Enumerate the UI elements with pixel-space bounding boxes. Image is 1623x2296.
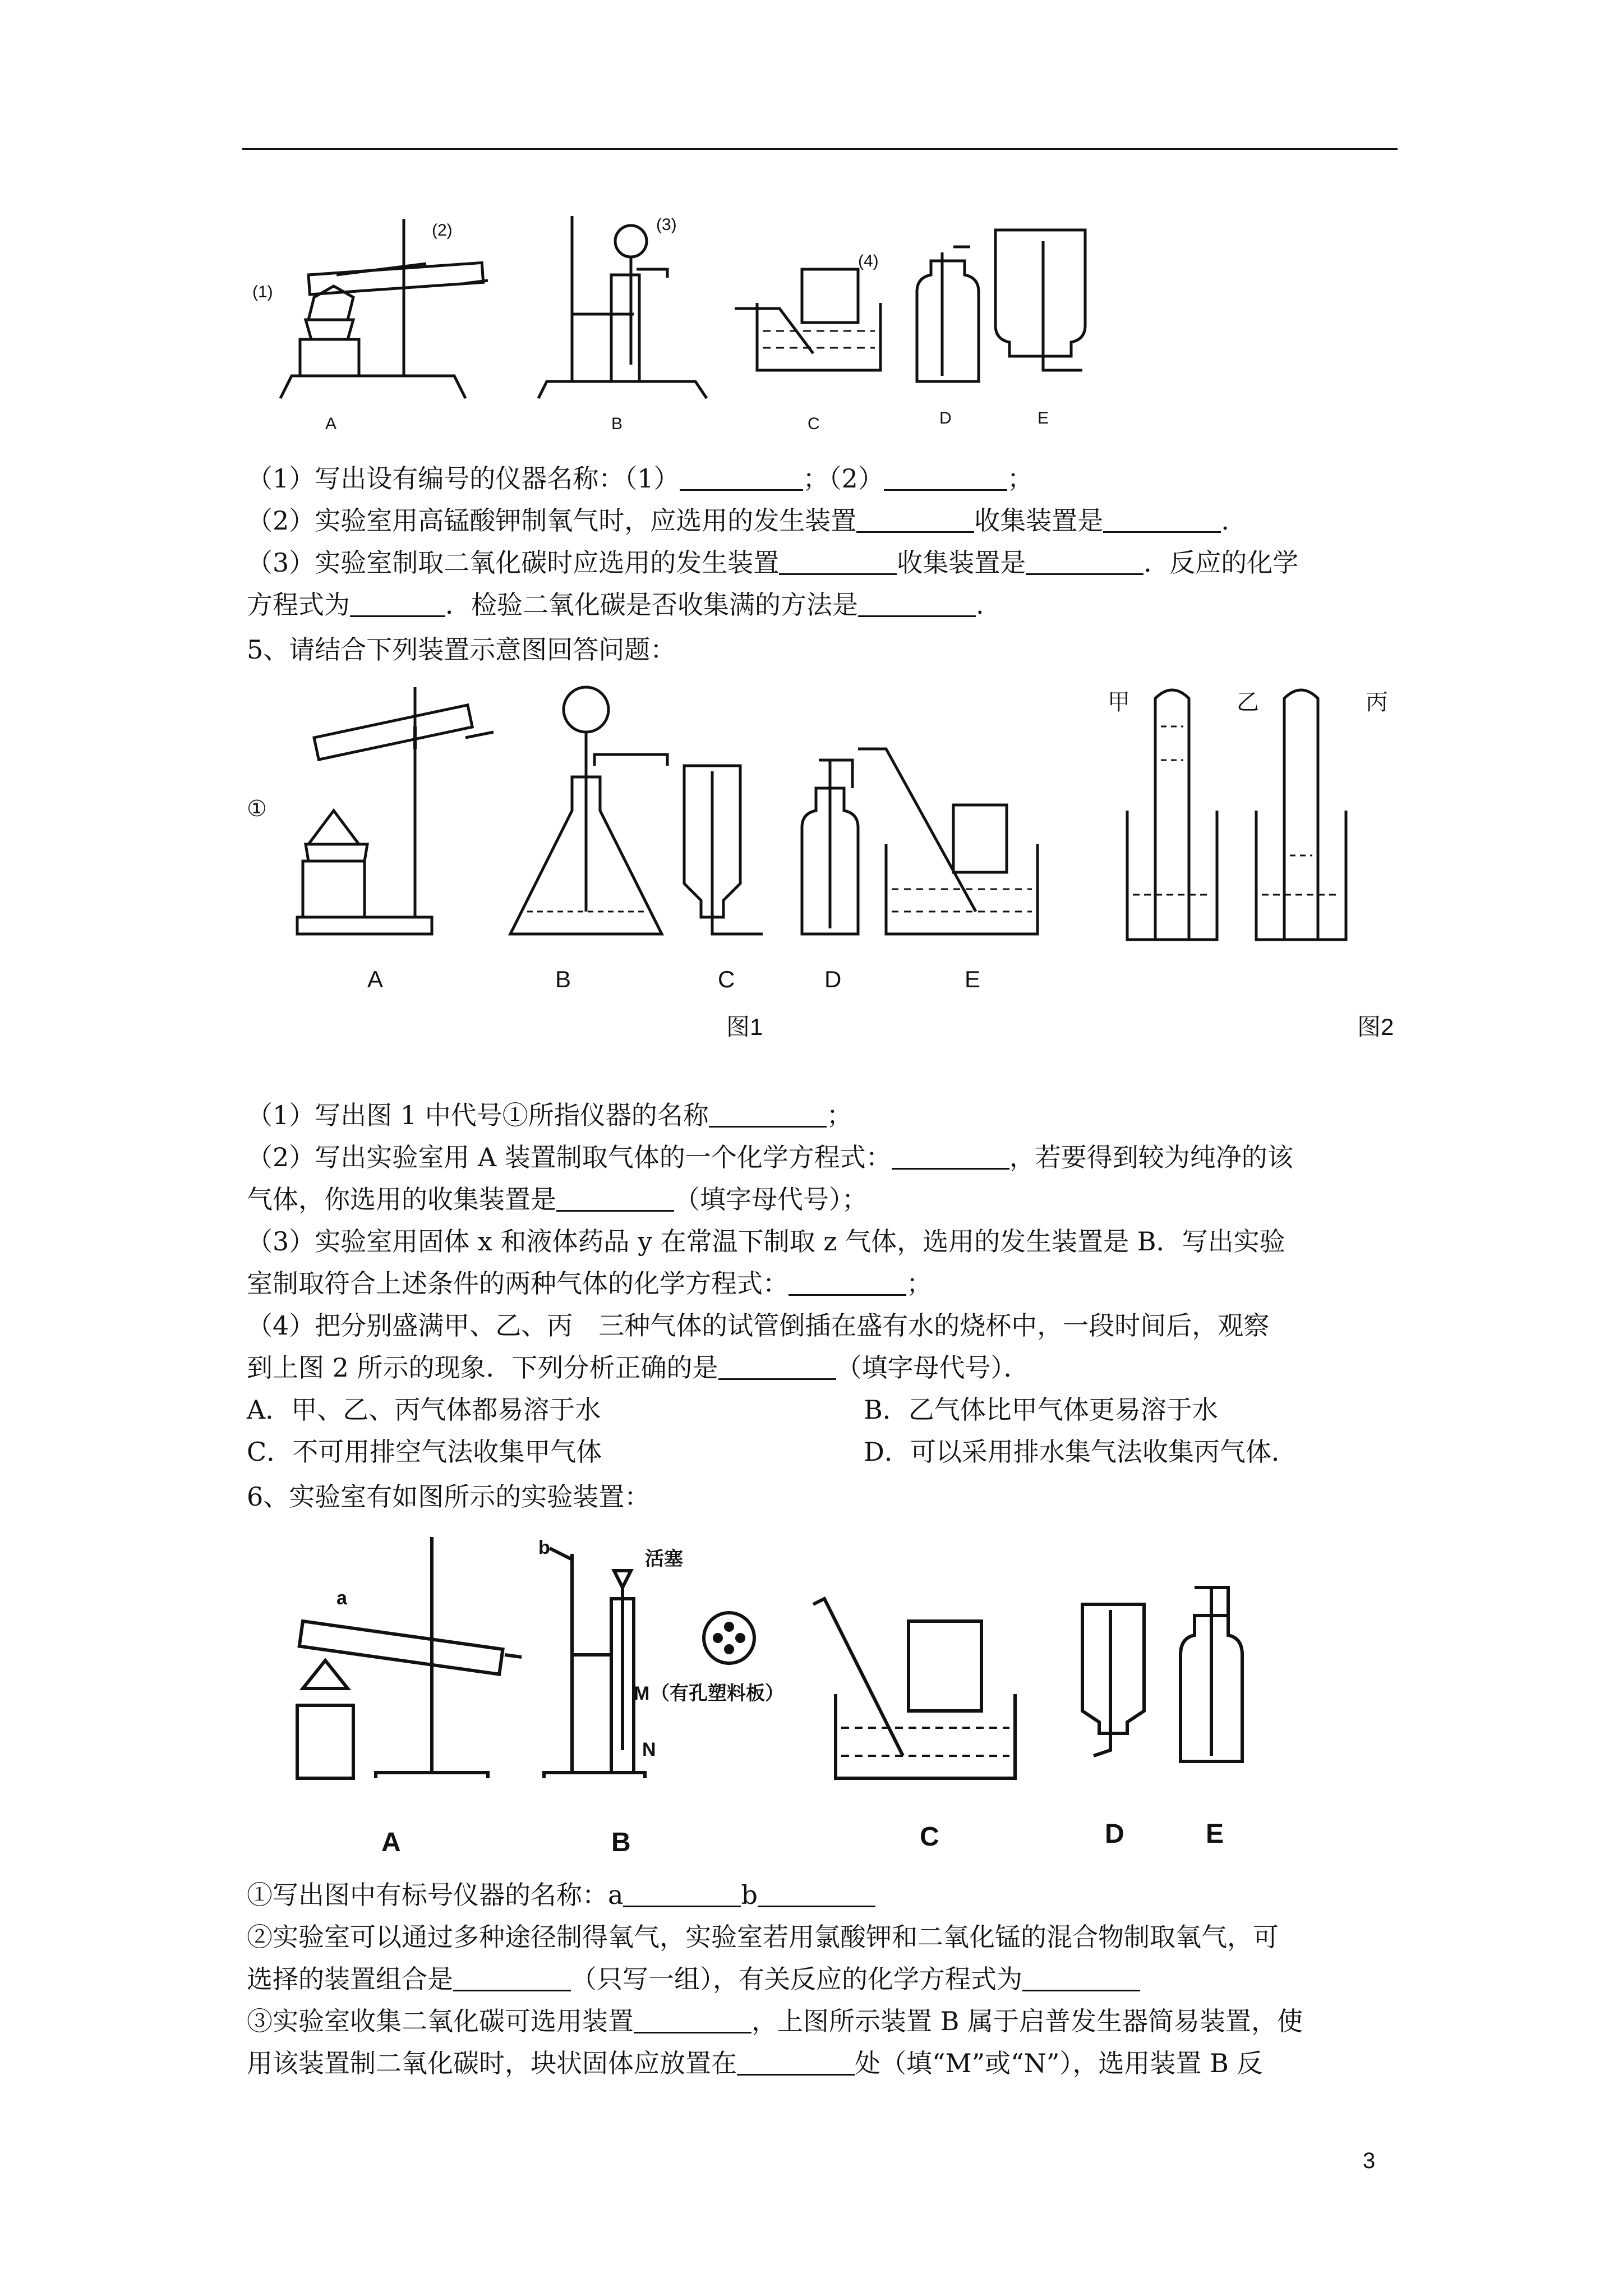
q5-line-7: 到上图 2 所示的现象．下列分析正确的是 （填字母代号）． [247, 1352, 1030, 1383]
label-c: C [718, 966, 735, 992]
figure-q6-apparatus [241, 1526, 1408, 1862]
answer-blank[interactable] [1022, 1967, 1140, 1991]
answer-blank[interactable] [680, 467, 803, 491]
apparatus-b [510, 687, 667, 934]
q5-option-b: B．乙气体比甲气体更易溶于水 [864, 1395, 1218, 1425]
mark-b: b [538, 1537, 550, 1558]
apparatus-e [1181, 1588, 1242, 1761]
label-b: B [611, 1828, 631, 1857]
mark-2: (2) [432, 221, 453, 240]
q5-line-1: （1）写出图 1 中代号①所指仪器的名称 ； [247, 1100, 852, 1130]
answer-blank[interactable] [1103, 509, 1221, 533]
page-number: 3 [1363, 2148, 1376, 2173]
figure-q4-apparatus [241, 208, 1408, 443]
answer-blank[interactable] [758, 1883, 875, 1907]
mark-4: (4) [858, 252, 879, 270]
fig1-caption: 图1 [726, 1014, 763, 1040]
mark-a: a [336, 1588, 347, 1609]
answer-blank[interactable] [1026, 551, 1144, 575]
apparatus-d [917, 247, 979, 381]
answer-blank[interactable] [634, 2009, 751, 2033]
answer-blank[interactable] [453, 1967, 571, 1991]
mark-3: (3) [656, 215, 677, 234]
q6-line-5: 用该装置制二氧化碳时，块状固体应放置在 处（填“M”或“N”），选用装置 B 反 [247, 2048, 1263, 2078]
q6-line-4: ③实验室收集二氧化碳可选用装置 ，上图所示装置 B 属于启普发生器简易装置，使 [247, 2006, 1303, 2036]
header-rule [242, 148, 1398, 150]
tube-label-bing: 丙 [1366, 689, 1388, 715]
label-a: A [381, 1828, 401, 1857]
q4-line-3: （3）实验室制取二氧化碳时应选用的发生装置 收集装置是 ．反应的化学 [247, 547, 1299, 578]
answer-blank[interactable] [718, 1356, 836, 1380]
apparatus-a [297, 1537, 522, 1778]
label-d: D [824, 966, 842, 992]
mark-circle-1: ① [247, 796, 267, 822]
mark-perforated-plate: （有孔塑料板） [651, 1683, 784, 1704]
fig2-caption: 图2 [1357, 1014, 1394, 1040]
q4-line-4: 方程式为 ．检验二氧化碳是否收集满的方法是 . [247, 590, 984, 620]
q5-line-6: （4）把分别盛满甲、乙、丙 三种气体的试管倒插在盛有水的烧杯中，一段时间后，观察 [247, 1310, 1270, 1341]
answer-blank[interactable] [709, 1103, 827, 1128]
tube-label-jia: 甲 [1108, 689, 1130, 715]
apparatus-c [684, 766, 763, 934]
q4-line-2: （2）实验室用高锰酸钾制氧气时，应选用的发生装置 收集装置是 . [247, 505, 1229, 536]
label-c: C [920, 1822, 939, 1852]
answer-blank[interactable] [350, 593, 445, 617]
beaker-yi [1256, 690, 1346, 940]
apparatus-d [1082, 1604, 1144, 1756]
apparatus-a [297, 687, 494, 934]
q6-line-2: ②实验室可以通过多种途径制得氧气，实验室若用氯酸钾和二氧化锰的混合物制取氧气，可 [247, 1922, 1279, 1952]
mark-n: N [642, 1739, 656, 1760]
label-e: E [1038, 409, 1049, 427]
apparatus-c [813, 1599, 1015, 1778]
apparatus-c [735, 269, 880, 370]
q5-line-2: （2）写出实验室用 A 装置制取气体的一个化学方程式： ，若要得到较为纯净的该 [247, 1142, 1293, 1172]
q6-title: 6、实验室有如图所示的实验装置： [247, 1481, 651, 1512]
label-a: A [367, 966, 384, 992]
q6-line-3: 选择的装置组合是 （只写一组），有关反应的化学方程式为 [247, 1966, 1140, 1992]
label-a: A [325, 415, 337, 433]
label-e: E [965, 966, 981, 992]
mark-1: (1) [252, 283, 273, 301]
apparatus-b [538, 216, 707, 398]
label-d: D [1105, 1819, 1124, 1849]
q5-line-5: 室制取符合上述条件的两种气体的化学方程式： ； [247, 1268, 932, 1299]
apparatus-e [858, 749, 1038, 934]
apparatus-d [802, 760, 858, 934]
answer-blank[interactable] [623, 1883, 741, 1907]
q5-line-3: 气体，你选用的收集装置是 （填字母代号）； [247, 1184, 868, 1214]
answer-blank[interactable] [884, 467, 1007, 491]
tube-label-yi: 乙 [1237, 689, 1259, 715]
mark-m: M [634, 1683, 650, 1704]
label-c: C [808, 415, 820, 433]
answer-blank[interactable] [737, 2051, 855, 2076]
label-e: E [1206, 1819, 1224, 1849]
answer-blank[interactable] [858, 593, 976, 617]
label-d: D [939, 409, 952, 427]
q5-option-d: D．可以采用排水集气法收集丙气体． [864, 1437, 1297, 1467]
label-b: B [611, 415, 623, 433]
apparatus-a [280, 219, 488, 398]
answer-blank[interactable] [779, 551, 897, 575]
answer-blank[interactable] [892, 1145, 1009, 1170]
answer-blank[interactable] [789, 1272, 906, 1296]
q4-line-1: （1）写出设有编号的仪器名称：（1） ；（2） ； [247, 463, 1033, 494]
q5-title: 5、请结合下列装置示意图回答问题： [247, 634, 676, 665]
q6-line-1: ①写出图中有标号仪器的名称：a b [247, 1882, 875, 1908]
answer-blank[interactable] [856, 509, 974, 533]
figure-q5-apparatus [241, 676, 1408, 1057]
q5-option-c: C．不可用排空气法收集甲气体 [247, 1437, 602, 1467]
q5-option-a: A．甲、乙、丙气体都易溶于水 [247, 1395, 601, 1425]
label-b: B [555, 966, 571, 992]
mark-stopcock: 活塞 [645, 1548, 683, 1570]
q5-line-4: （3）实验室用固体 x 和液体药品 y 在常温下制取 z 气体，选用的发生装置是 B．写出实验 [247, 1226, 1285, 1257]
answer-blank[interactable] [556, 1188, 674, 1212]
apparatus-e [995, 230, 1085, 370]
beaker-jia [1127, 690, 1217, 940]
